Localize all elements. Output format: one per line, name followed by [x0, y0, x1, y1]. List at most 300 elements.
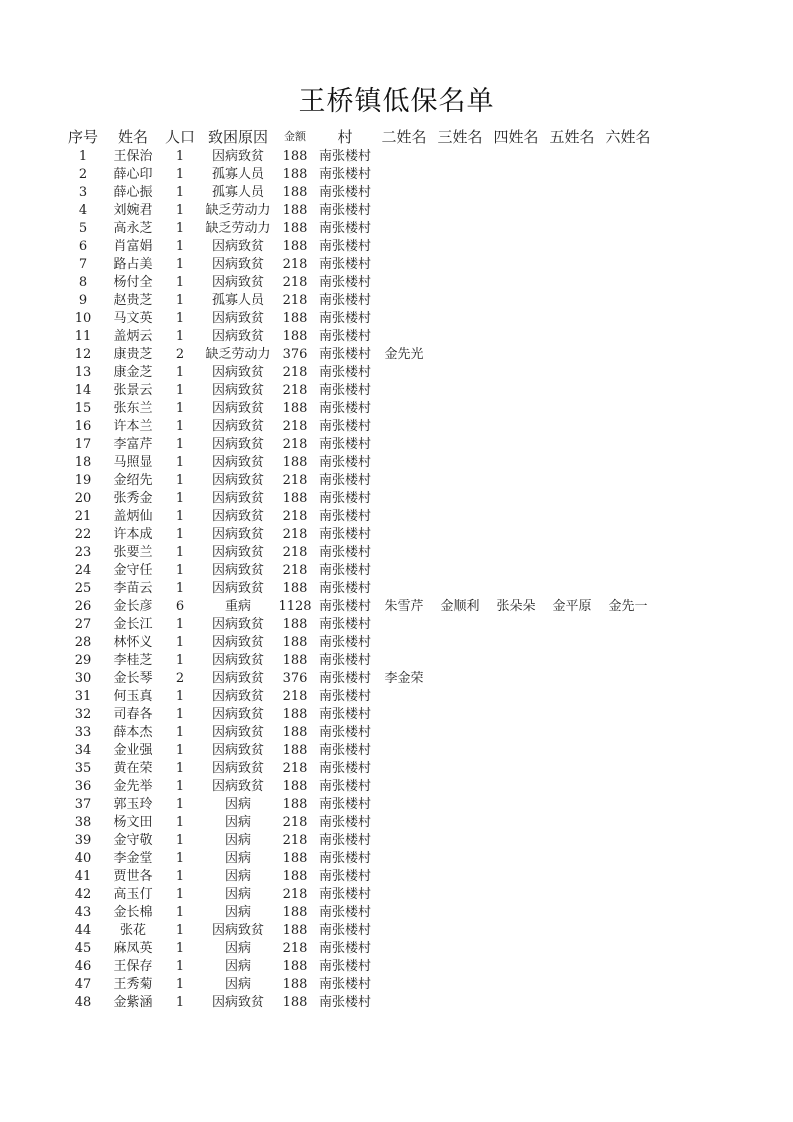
cell-name6	[600, 670, 656, 688]
cell-name: 金绍先	[113, 473, 153, 488]
cell-index: 37	[74, 797, 92, 812]
cell-cause: 因病致贫	[211, 329, 264, 344]
cell-population: 1	[175, 419, 185, 434]
cell-name: 盖炳仙	[113, 509, 153, 524]
cell-name2	[376, 850, 432, 868]
cell-index: 1	[78, 149, 88, 164]
cell-name: 许本兰	[113, 419, 153, 434]
cell-name4	[488, 364, 544, 382]
table-row	[60, 796, 656, 814]
cell-cause: 因病致贫	[211, 671, 264, 686]
cell-name: 张秀金	[113, 491, 153, 506]
cell-index: 29	[74, 653, 92, 668]
cell-cause: 因病致贫	[211, 509, 264, 524]
table-row	[60, 580, 656, 598]
cell-name3	[432, 814, 488, 832]
cell-name2	[376, 652, 432, 670]
cell-name2	[376, 472, 432, 490]
cell-amount: 188	[282, 977, 308, 992]
cell-name4	[488, 454, 544, 472]
cell-amount: 188	[282, 617, 308, 632]
cell-village: 南张楼村	[318, 347, 371, 362]
cell-name3	[432, 868, 488, 886]
cell-name: 王保治	[113, 149, 153, 164]
cell-name3	[432, 508, 488, 526]
cell-amount: 188	[282, 743, 308, 758]
cell-name2	[376, 562, 432, 580]
cell-village: 南张楼村	[318, 203, 371, 218]
cell-cause: 因病致贫	[211, 149, 264, 164]
table-row	[60, 922, 656, 940]
cell-name2	[376, 310, 432, 328]
cell-amount: 1128	[278, 599, 312, 614]
cell-name2	[376, 364, 432, 382]
table-row	[60, 148, 656, 166]
cell-name5	[544, 346, 600, 364]
cell-name: 康贵芝	[113, 347, 153, 362]
cell-village: 南张楼村	[318, 923, 371, 938]
cell-name: 王秀菊	[113, 977, 153, 992]
cell-name6	[600, 526, 656, 544]
cell-index: 42	[74, 887, 92, 902]
cell-name6	[600, 256, 656, 274]
cell-index: 33	[74, 725, 92, 740]
cell-index: 36	[74, 779, 92, 794]
table-row	[60, 850, 656, 868]
table-row	[60, 508, 656, 526]
cell-name: 杨付全	[113, 275, 153, 290]
cell-name2	[376, 616, 432, 634]
cell-population: 1	[175, 293, 185, 308]
header-cell-name: 姓名	[117, 128, 148, 146]
cell-name5	[544, 310, 600, 328]
cell-amount: 218	[282, 563, 308, 578]
cell-village: 南张楼村	[318, 959, 371, 974]
cell-name3	[432, 958, 488, 976]
cell-village: 南张楼村	[318, 671, 371, 686]
cell-name5	[544, 958, 600, 976]
cell-population: 1	[175, 869, 185, 884]
cell-population: 1	[175, 581, 185, 596]
cell-name: 路占美	[113, 257, 153, 272]
cell-name3	[432, 850, 488, 868]
cell-cause: 因病致贫	[211, 725, 264, 740]
cell-population: 1	[175, 329, 185, 344]
cell-population: 2	[175, 671, 185, 686]
table-row	[60, 184, 656, 202]
header-cell-name3: 三姓名	[437, 128, 483, 146]
cell-cause: 因病	[224, 815, 251, 830]
cell-name3	[432, 760, 488, 778]
cell-index: 27	[74, 617, 92, 632]
cell-name: 金紫涵	[113, 995, 153, 1010]
cell-name: 麻凤英	[113, 941, 153, 956]
cell-cause: 孤寡人员	[211, 185, 264, 200]
cell-name6	[600, 796, 656, 814]
page-title: 王桥镇低保名单	[298, 86, 495, 117]
cell-amount: 188	[282, 185, 308, 200]
cell-name5	[544, 616, 600, 634]
cell-index: 38	[74, 815, 92, 830]
cell-name5	[544, 634, 600, 652]
cell-amount: 218	[282, 383, 308, 398]
table-row	[60, 616, 656, 634]
cell-cause: 因病致贫	[211, 365, 264, 380]
cell-amount: 188	[282, 455, 308, 470]
header-cell-name2: 二姓名	[381, 128, 427, 146]
cell-name: 高玉仃	[113, 887, 153, 902]
cell-village: 南张楼村	[318, 941, 371, 956]
cell-population: 1	[175, 941, 185, 956]
table-row	[60, 598, 656, 616]
cell-name: 司春各	[113, 707, 153, 722]
cell-cause: 因病致贫	[211, 995, 264, 1010]
cell-cause: 孤寡人员	[211, 167, 264, 182]
cell-index: 19	[74, 473, 92, 488]
cell-name4	[488, 202, 544, 220]
cell-name6	[600, 652, 656, 670]
cell-name5	[544, 364, 600, 382]
cell-population: 1	[175, 959, 185, 974]
cell-index: 17	[74, 437, 92, 452]
cell-name3	[432, 832, 488, 850]
table-row	[60, 562, 656, 580]
cell-name4	[488, 976, 544, 994]
cell-name: 康金芝	[113, 365, 153, 380]
cell-name4	[488, 508, 544, 526]
cell-name4	[488, 670, 544, 688]
cell-name3	[432, 256, 488, 274]
cell-index: 22	[74, 527, 92, 542]
cell-name5	[544, 490, 600, 508]
cell-population: 1	[175, 887, 185, 902]
table-row	[60, 544, 656, 562]
cell-name5	[544, 994, 600, 1012]
cell-name5	[544, 724, 600, 742]
table-row	[60, 634, 656, 652]
cell-name: 张要兰	[113, 545, 153, 560]
cell-name6	[600, 400, 656, 418]
cell-index: 12	[74, 347, 92, 362]
cell-population: 1	[175, 149, 185, 164]
cell-name6	[600, 760, 656, 778]
table-row	[60, 382, 656, 400]
cell-name5	[544, 454, 600, 472]
cell-name4	[488, 220, 544, 238]
cell-index: 30	[74, 671, 92, 686]
cell-name4	[488, 292, 544, 310]
cell-amount: 188	[282, 401, 308, 416]
cell-name3	[432, 346, 488, 364]
cell-name6	[600, 382, 656, 400]
cell-index: 16	[74, 419, 92, 434]
cell-name2	[376, 328, 432, 346]
cell-population: 1	[175, 221, 185, 236]
cell-cause: 因病致贫	[211, 401, 264, 416]
cell-name: 薛心印	[113, 167, 153, 182]
cell-name6	[600, 220, 656, 238]
header-cell-population: 人口	[164, 128, 195, 146]
cell-village: 南张楼村	[318, 725, 371, 740]
table-row	[60, 310, 656, 328]
cell-name2	[376, 382, 432, 400]
cell-population: 1	[175, 509, 185, 524]
cell-village: 南张楼村	[318, 563, 371, 578]
cell-name2	[376, 418, 432, 436]
cell-name: 王保存	[113, 959, 153, 974]
cell-name5	[544, 328, 600, 346]
cell-population: 1	[175, 635, 185, 650]
cell-population: 1	[175, 815, 185, 830]
cell-amount: 188	[282, 797, 308, 812]
cell-index: 5	[78, 221, 88, 236]
table-row	[60, 274, 656, 292]
cell-name6	[600, 742, 656, 760]
cell-name4	[488, 472, 544, 490]
cell-name3	[432, 418, 488, 436]
cell-name5	[544, 526, 600, 544]
cell-amount: 188	[282, 707, 308, 722]
cell-village: 南张楼村	[318, 851, 371, 866]
cell-cause: 因病致贫	[211, 617, 264, 632]
cell-population: 1	[175, 743, 185, 758]
cell-amount: 376	[282, 671, 308, 686]
cell-name2	[376, 184, 432, 202]
cell-name: 张景云	[113, 383, 153, 398]
cell-name6	[600, 238, 656, 256]
cell-name3	[432, 364, 488, 382]
cell-name: 肖富娟	[113, 239, 153, 254]
cell-name4	[488, 778, 544, 796]
cell-name6	[600, 418, 656, 436]
cell-name4	[488, 742, 544, 760]
cell-amount: 188	[282, 869, 308, 884]
table-row	[60, 994, 656, 1012]
cell-name4	[488, 652, 544, 670]
cell-index: 7	[78, 257, 88, 272]
cell-name2	[376, 166, 432, 184]
table-body	[60, 148, 656, 1012]
cell-cause: 因病	[224, 887, 251, 902]
cell-name6	[600, 922, 656, 940]
cell-village: 南张楼村	[318, 905, 371, 920]
cell-index: 48	[74, 995, 92, 1010]
cell-name6	[600, 904, 656, 922]
cell-amount: 188	[282, 635, 308, 650]
cell-name6	[600, 472, 656, 490]
cell-cause: 因病致贫	[211, 563, 264, 578]
cell-name2	[376, 454, 432, 472]
cell-index: 20	[74, 491, 92, 506]
table-row	[60, 256, 656, 274]
cell-index: 28	[74, 635, 92, 650]
cell-name3	[432, 526, 488, 544]
cell-name3	[432, 490, 488, 508]
cell-amount: 218	[282, 833, 308, 848]
table-row	[60, 400, 656, 418]
cell-name6	[600, 616, 656, 634]
cell-name6	[600, 490, 656, 508]
cell-name4	[488, 418, 544, 436]
cell-name: 高永芝	[113, 221, 153, 236]
cell-name3	[432, 652, 488, 670]
cell-name3	[432, 328, 488, 346]
cell-index: 18	[74, 455, 92, 470]
cell-name2	[376, 814, 432, 832]
cell-village: 南张楼村	[318, 707, 371, 722]
cell-amount: 188	[282, 491, 308, 506]
cell-cause: 因病	[224, 941, 251, 956]
cell-population: 1	[175, 707, 185, 722]
cell-index: 25	[74, 581, 92, 596]
cell-name: 李苗云	[113, 581, 153, 596]
cell-cause: 因病致贫	[211, 545, 264, 560]
cell-name2	[376, 202, 432, 220]
cell-index: 46	[74, 959, 92, 974]
table-row	[60, 472, 656, 490]
cell-cause: 因病致贫	[211, 257, 264, 272]
cell-name5	[544, 940, 600, 958]
cell-name3: 金顺利	[440, 599, 480, 614]
cell-village: 南张楼村	[318, 383, 371, 398]
cell-name6	[600, 364, 656, 382]
table-row	[60, 328, 656, 346]
cell-population: 1	[175, 761, 185, 776]
cell-population: 1	[175, 977, 185, 992]
cell-population: 1	[175, 167, 185, 182]
cell-village: 南张楼村	[318, 509, 371, 524]
cell-name4	[488, 886, 544, 904]
cell-population: 1	[175, 905, 185, 920]
cell-village: 南张楼村	[318, 545, 371, 560]
cell-population: 1	[175, 257, 185, 272]
cell-village: 南张楼村	[318, 995, 371, 1010]
table-row	[60, 220, 656, 238]
cell-name2	[376, 994, 432, 1012]
cell-name2	[376, 292, 432, 310]
cell-name6	[600, 958, 656, 976]
table-row	[60, 706, 656, 724]
cell-amount: 188	[282, 239, 308, 254]
cell-name4	[488, 166, 544, 184]
cell-name5	[544, 706, 600, 724]
cell-name3	[432, 616, 488, 634]
table-row	[60, 832, 656, 850]
cell-name4	[488, 868, 544, 886]
cell-name3	[432, 544, 488, 562]
cell-village: 南张楼村	[318, 167, 371, 182]
cell-name5	[544, 292, 600, 310]
table-row	[60, 724, 656, 742]
cell-name2	[376, 148, 432, 166]
table-row	[60, 976, 656, 994]
table-row	[60, 364, 656, 382]
cell-name3	[432, 148, 488, 166]
table-row	[60, 742, 656, 760]
cell-index: 23	[74, 545, 92, 560]
cell-name6	[600, 544, 656, 562]
cell-name4	[488, 328, 544, 346]
cell-name4	[488, 382, 544, 400]
cell-index: 47	[74, 977, 92, 992]
cell-name: 盖炳云	[113, 329, 153, 344]
table-header-row	[60, 126, 656, 148]
cell-name3	[432, 580, 488, 598]
cell-village: 南张楼村	[318, 149, 371, 164]
cell-name4	[488, 148, 544, 166]
cell-amount: 188	[282, 779, 308, 794]
cell-cause: 因病致贫	[211, 239, 264, 254]
cell-village: 南张楼村	[318, 221, 371, 236]
cell-name6	[600, 328, 656, 346]
cell-amount: 218	[282, 293, 308, 308]
cell-village: 南张楼村	[318, 491, 371, 506]
cell-name3	[432, 562, 488, 580]
cell-village: 南张楼村	[318, 977, 371, 992]
cell-name: 薛心振	[113, 185, 153, 200]
cell-name6	[600, 868, 656, 886]
cell-name: 金先举	[113, 779, 153, 794]
cell-cause: 孤寡人员	[211, 293, 264, 308]
cell-population: 1	[175, 491, 185, 506]
cell-amount: 188	[282, 959, 308, 974]
cell-name4	[488, 490, 544, 508]
cell-name5	[544, 238, 600, 256]
cell-population: 6	[175, 599, 185, 614]
cell-cause: 缺乏劳动力	[205, 347, 271, 362]
cell-name: 金长江	[113, 617, 153, 632]
cell-name: 张花	[119, 923, 146, 938]
header-cell-name4: 四姓名	[493, 128, 539, 146]
header-cell-name6: 六姓名	[605, 128, 651, 146]
cell-index: 34	[74, 743, 92, 758]
cell-population: 1	[175, 617, 185, 632]
cell-population: 1	[175, 779, 185, 794]
cell-name5	[544, 868, 600, 886]
cell-amount: 188	[282, 149, 308, 164]
cell-name4	[488, 562, 544, 580]
cell-name3	[432, 904, 488, 922]
cell-name4	[488, 832, 544, 850]
cell-index: 4	[78, 203, 88, 218]
cell-village: 南张楼村	[318, 761, 371, 776]
cell-name2	[376, 742, 432, 760]
cell-cause: 因病	[224, 851, 251, 866]
cell-name6	[600, 706, 656, 724]
cell-name6	[600, 346, 656, 364]
cell-name2	[376, 544, 432, 562]
cell-name: 金长棉	[113, 905, 153, 920]
welfare-list-table	[60, 126, 656, 1012]
table-row	[60, 778, 656, 796]
cell-cause: 因病致贫	[211, 311, 264, 326]
cell-village: 南张楼村	[318, 419, 371, 434]
cell-amount: 218	[282, 437, 308, 452]
cell-name: 李桂芝	[113, 653, 153, 668]
cell-amount: 188	[282, 221, 308, 236]
cell-population: 2	[175, 347, 185, 362]
cell-name3	[432, 922, 488, 940]
cell-index: 45	[74, 941, 92, 956]
cell-name2	[376, 256, 432, 274]
cell-amount: 218	[282, 545, 308, 560]
cell-name3	[432, 706, 488, 724]
cell-cause: 重病	[224, 599, 251, 614]
cell-cause: 因病致贫	[211, 383, 264, 398]
cell-village: 南张楼村	[318, 311, 371, 326]
cell-village: 南张楼村	[318, 797, 371, 812]
cell-cause: 因病致贫	[211, 455, 264, 470]
